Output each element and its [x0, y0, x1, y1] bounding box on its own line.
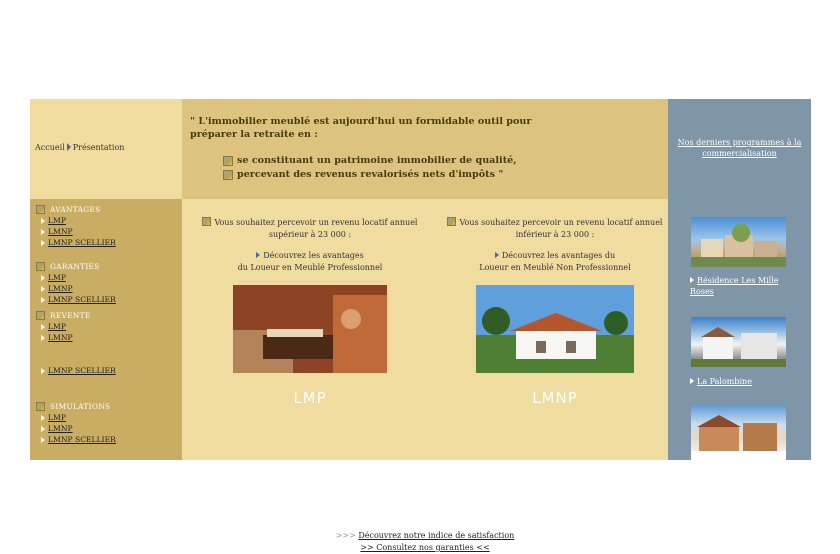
- nav-link-text[interactable]: LMNP: [48, 227, 73, 236]
- nav-link-text[interactable]: LMNP SCELLIER: [48, 366, 116, 375]
- arrow-icon: [690, 277, 694, 283]
- nav-link-text[interactable]: LMP: [48, 413, 66, 422]
- center-main-panel: [182, 199, 668, 552]
- nav-link[interactable]: [36, 434, 182, 445]
- arrow-icon: [41, 324, 45, 330]
- quote-bullet: [223, 168, 668, 182]
- nav-link-text[interactable]: LMNP SCELLIER: [48, 435, 116, 444]
- lmnp-column: [440, 199, 670, 407]
- program-link-mille-roses[interactable]: [690, 275, 800, 297]
- nav-link-text[interactable]: LMNP SCELLIER: [48, 238, 116, 247]
- nav-link-text[interactable]: LMP: [48, 216, 66, 225]
- lmnp-discover-line1[interactable]: Découvrez les avantages du: [501, 251, 616, 260]
- lmnp-intro: [440, 217, 670, 241]
- nav-section-title: [36, 311, 182, 320]
- right-programs-panel: [668, 99, 811, 460]
- arrow-icon: [41, 368, 45, 374]
- programs-title: [674, 137, 805, 159]
- quote-bullet: [223, 154, 668, 168]
- lmnp-intro-line2: inférieur à 23 000 :: [515, 230, 595, 239]
- lmp-column: [195, 199, 425, 407]
- arrow-icon: [41, 218, 45, 224]
- header-quote-panel: [182, 99, 668, 199]
- arrow-icon: [41, 286, 45, 292]
- lmp-intro-line1: Vous souhaitez percevoir un revenu locatif annuel: [214, 218, 418, 227]
- left-header-cell: [30, 99, 182, 199]
- nav-link[interactable]: [36, 272, 182, 283]
- lmnp-discover[interactable]: [440, 250, 670, 274]
- program-thumbnail-palombine[interactable]: [691, 317, 786, 367]
- bullet-text: se constituant un patrimoine immobilier de qualité,: [237, 155, 517, 166]
- nav-link-text[interactable]: LMNP: [48, 333, 73, 342]
- breadcrumb-current: Présentation: [72, 143, 125, 152]
- program-link-palombine[interactable]: [690, 376, 752, 387]
- nav-spacer: [36, 254, 182, 262]
- satisfaction-link[interactable]: Découvrez notre indice de satisfaction: [358, 531, 515, 540]
- programs-title-link[interactable]: Nos derniers programmes à la commercialisation: [677, 138, 802, 158]
- nav-link[interactable]: [36, 365, 182, 376]
- lmp-intro: [195, 217, 425, 241]
- page-container: [30, 99, 811, 552]
- nav-link-text[interactable]: LMNP: [48, 424, 73, 433]
- section-title-text: GARANTIES: [50, 262, 100, 271]
- program-link-text[interactable]: Résidence Les Mille Roses: [690, 276, 779, 296]
- section-title-text: SIMULATIONS: [50, 402, 111, 411]
- arrow-icon: [495, 252, 499, 258]
- nav-link-text[interactable]: LMNP: [48, 284, 73, 293]
- section-title-text: REVENTE: [50, 311, 91, 320]
- nav-section-garanties: [36, 262, 182, 305]
- quote-bullets: [223, 154, 668, 182]
- nav-link[interactable]: [36, 332, 182, 343]
- section-square-icon: [36, 205, 45, 214]
- guarantees-link[interactable]: >> Consultez nos garanties <<: [360, 543, 490, 552]
- nav-link-text[interactable]: LMNP SCELLIER: [48, 295, 116, 304]
- nav-link-text[interactable]: LMP: [48, 322, 66, 331]
- nav-link[interactable]: [36, 215, 182, 226]
- nav-section-title: [36, 262, 182, 271]
- lmp-discover-line1[interactable]: Découvrez les avantages: [263, 251, 364, 260]
- nav-link[interactable]: [36, 423, 182, 434]
- arrow-icon: [41, 229, 45, 235]
- program-thumbnail-mille-roses[interactable]: [691, 217, 786, 267]
- lmnp-intro-line1: Vous souhaitez percevoir un revenu locatif annuel: [459, 218, 663, 227]
- lmp-interior-photo[interactable]: [233, 285, 387, 373]
- lmnp-house-photo[interactable]: [476, 285, 634, 373]
- breadcrumb: [35, 143, 124, 152]
- arrow-icon: [41, 240, 45, 246]
- nav-spacer: [36, 382, 182, 402]
- arrow-icon: [41, 426, 45, 432]
- section-square-icon: [36, 311, 45, 320]
- section-square-icon: [447, 217, 456, 226]
- chevron-right-icon: >>>: [335, 531, 356, 540]
- nav-section-title: [36, 205, 182, 214]
- section-square-icon: [36, 262, 45, 271]
- lmp-discover-line2[interactable]: du Loueur en Meublé Professionnel: [237, 263, 383, 272]
- bullet-square-icon: [223, 156, 233, 166]
- nav-link[interactable]: [36, 237, 182, 248]
- arrow-icon: [41, 335, 45, 341]
- program-link-text[interactable]: La Palombine: [697, 377, 752, 386]
- nav-spacer: [36, 343, 182, 365]
- lmnp-logo: LMNP: [532, 389, 578, 407]
- lmp-intro-line2: supérieur à 23 000 :: [268, 230, 352, 239]
- nav-link[interactable]: [36, 294, 182, 305]
- nav-section-simulations: [36, 402, 182, 445]
- breadcrumb-home[interactable]: Accueil: [35, 143, 65, 152]
- nav-link[interactable]: [36, 283, 182, 294]
- arrow-icon: [256, 252, 260, 258]
- nav-link[interactable]: [36, 412, 182, 423]
- left-sidebar-nav: [30, 199, 182, 460]
- quote-line-1: " L'immobilier meublé est aujourd'hui un formidable outil pour: [190, 116, 532, 127]
- bullet-square-icon: [223, 170, 233, 180]
- lmp-discover[interactable]: [195, 250, 425, 274]
- bottom-links: [182, 530, 668, 554]
- section-title-text: AVANTAGES: [50, 205, 101, 214]
- arrow-icon: [41, 297, 45, 303]
- section-square-icon: [202, 217, 211, 226]
- arrow-icon: [41, 275, 45, 281]
- nav-section-title: [36, 402, 182, 411]
- arrow-icon: [690, 378, 694, 384]
- nav-link-text[interactable]: LMP: [48, 273, 66, 282]
- nav-section-avantages: [36, 205, 182, 248]
- lmnp-discover-line2[interactable]: Loueur en Meublé Non Professionnel: [479, 263, 631, 272]
- nav-link[interactable]: [36, 226, 182, 237]
- quote-line-2: préparer la retraite en :: [190, 129, 318, 140]
- section-square-icon: [36, 402, 45, 411]
- breadcrumb-arrow-icon: [67, 143, 71, 151]
- bullet-text: percevant des revenus revalorisés nets d'impôts ": [237, 169, 504, 180]
- arrow-icon: [41, 437, 45, 443]
- nav-link[interactable]: [36, 321, 182, 332]
- lmp-logo: LMP: [293, 389, 327, 407]
- program-thumbnail-mountain[interactable]: [691, 405, 786, 460]
- nav-section-revente: [36, 311, 182, 376]
- arrow-icon: [41, 415, 45, 421]
